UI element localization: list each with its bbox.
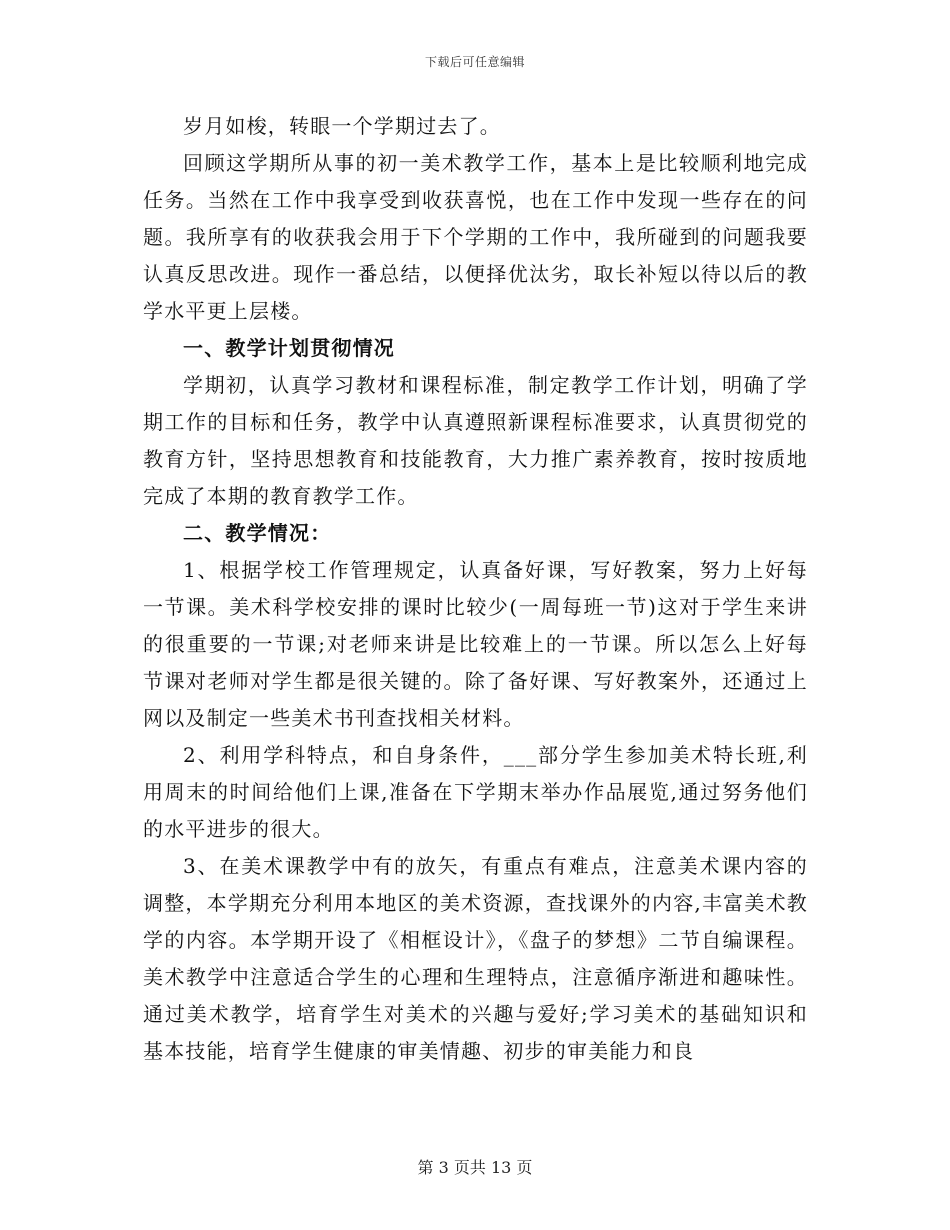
document-body [143,108,808,1070]
page-header: 下载后可任意编辑 [424,55,525,69]
section-heading-teaching: 二、教学情况： [183,521,332,545]
paragraph-intro: 岁月如梭，转眼一个学期过去了。 [183,114,501,138]
paragraph-item-3: 3、在美术课教学中有的放矢，有重点有难点，注意美术课内容的调整，本学期充分利用本地区的美术资源，查找课外的内容,丰富美术教学的内容。本学期开设了《相框设计》，《盘子的梦想》二节自编课程。美术教学中注意适合学生的心理和生理特点，注意循序渐进和趣味性。通过美术教学，培育学生对美术的兴趣与爱好;学习美术的基础知识和基本技能，培育学生健康的审美情趣、初步的审美能力和良 [143,854,808,1063]
page-footer: 第 3 页共 13 页 [417,1158,533,1177]
paragraph-review: 回顾这学期所从事的初一美术教学工作，基本上是比较顺利地完成任务。当然在工作中我享受到收获喜悦，也在工作中发现一些存在的问题。我所享有的收获我会用于下个学期的工作中，我所碰到的问题我要认真反思改进。现作一番总结，以便择优汰劣，取长补短以待以后的教学水平更上层楼。 [143,151,808,323]
section-heading-plan: 一、教学计划贯彻情况 [183,336,395,360]
paragraph-item-1: 1、根据学校工作管理规定，认真备好课，写好教案，努力上好每一节课。美术科学校安排的课时比较少(一周每班一节)这对于学生来讲的很重要的一节课;对老师来讲是比较难上的一节课。所以怎么上好每节课对老师对学生都是很关键的。除了备好课、写好教案外，还通过上网以及制定一些美术书刊查找相关材料。 [143,558,808,730]
paragraph-item-2: 2、利用学科特点，和自身条件，___部分学生参加美术特长班,利用周末的时间给他们上课,准备在下学期末举办作品展览,通过努务他们的水平进步的很大。 [143,743,808,841]
paragraph-plan: 学期初，认真学习教材和课程标准，制定教学工作计划，明确了学期工作的目标和任务，教学中认真遵照新课程标准要求，认真贯彻党的教育方针，坚持思想教育和技能教育，大力推广素养教育，按时按质地完成了本期的教育教学工作。 [143,373,808,508]
